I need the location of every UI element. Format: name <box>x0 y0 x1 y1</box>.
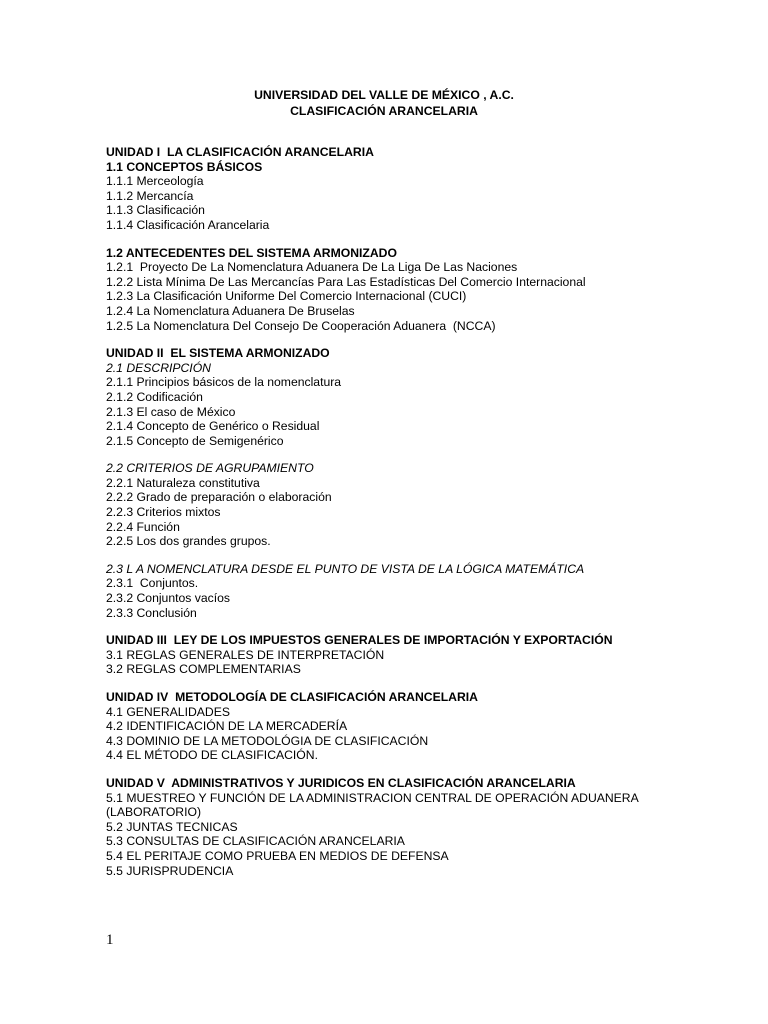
section-gap <box>106 620 746 633</box>
syllabus-section <box>106 346 746 448</box>
syllabus-content <box>106 145 746 878</box>
syllabus-item: 2.1.2 Codificación <box>106 389 203 404</box>
syllabus-heading: UNIDAD I LA CLASIFICACIÓN ARANCELARIA <box>106 145 374 159</box>
syllabus-item: 4.4 EL MÉTODO DE CLASIFICACIÓN. <box>106 748 318 763</box>
syllabus-item: 2.1.5 Concepto de Semigenérico <box>106 433 284 448</box>
syllabus-item: 3.2 REGLAS COMPLEMENTARIAS <box>106 662 301 677</box>
syllabus-item: 1.2.2 Lista Mínima De Las Mercancías Para Las Estadísticas Del Comercio Internacional <box>106 274 586 289</box>
syllabus-item: 5.2 JUNTAS TECNICAS <box>106 819 238 834</box>
section-gap <box>106 549 746 562</box>
syllabus-item: 1.2.3 La Clasificación Uniforme Del Comercio Internacional (CUCI) <box>106 289 467 304</box>
syllabus-item: 1.1.1 Merceología <box>106 174 204 189</box>
syllabus-heading: UNIDAD IV METODOLOGÍA DE CLASIFICACIÓN ARANCELARIA <box>106 690 478 704</box>
syllabus-section <box>106 461 746 549</box>
syllabus-item: 2.1.1 Principios básicos de la nomenclatura <box>106 375 342 390</box>
syllabus-subheading: 2.1 DESCRIPCIÓN <box>106 360 211 375</box>
syllabus-heading: UNIDAD III LEY DE LOS IMPUESTOS GENERALES DE IMPORTACIÓN Y EXPORTACIÓN <box>106 633 613 648</box>
syllabus-section <box>106 776 746 878</box>
section-gap <box>106 233 746 246</box>
syllabus-heading: 1.1 CONCEPTOS BÁSICOS <box>106 159 263 174</box>
syllabus-item: 2.2.4 Función <box>106 519 180 534</box>
syllabus-subheading: 2.3 L A NOMENCLATURA DESDE EL PUNTO DE VISTA DE LA LÓGICA MATEMÁTICA <box>106 561 585 576</box>
syllabus-heading: 1.2 ANTECEDENTES DEL SISTEMA ARMONIZADO <box>106 245 397 260</box>
syllabus-heading: UNIDAD V ADMINISTRATIVOS Y JURIDICOS EN CLASIFICACIÓN ARANCELARIA <box>106 775 576 790</box>
syllabus-item: 4.2 IDENTIFICACIÓN DE LA MERCADERÍA <box>106 719 348 734</box>
section-gap <box>106 448 746 461</box>
syllabus-item: 3.1 REGLAS GENERALES DE INTERPRETACIÓN <box>106 647 385 662</box>
syllabus-item: (LABORATORIO) <box>106 805 202 820</box>
syllabus-item: 5.4 EL PERITAJE COMO PRUEBA EN MEDIOS DE DEFENSA <box>106 848 449 863</box>
syllabus-item: 4.1 GENERALIDADES <box>106 704 230 719</box>
syllabus-item: 2.1.3 El caso de México <box>106 404 236 419</box>
syllabus-item: 2.2.5 Los dos grandes grupos. <box>106 534 271 549</box>
section-gap <box>106 333 746 346</box>
syllabus-section <box>106 145 746 233</box>
document-header <box>0 87 768 119</box>
section-gap <box>106 763 746 776</box>
syllabus-item: 1.1.2 Mercancía <box>106 188 194 203</box>
syllabus-item: 2.1.4 Concepto de Genérico o Residual <box>106 419 320 434</box>
syllabus-section <box>106 633 746 677</box>
syllabus-item: 4.3 DOMINIO DE LA METODOLÓGIA DE CLASIFICACIÓN <box>106 733 429 748</box>
syllabus-section <box>106 246 746 334</box>
syllabus-section <box>106 690 746 763</box>
syllabus-item: 2.2.1 Naturaleza constitutiva <box>106 475 260 490</box>
course-title: CLASIFICACIÓN ARANCELARIA <box>290 104 478 118</box>
syllabus-item: 1.1.4 Clasificación Arancelaria <box>106 217 270 232</box>
syllabus-item: 2.3.1 Conjuntos. <box>106 576 199 591</box>
institution-title: UNIVERSIDAD DEL VALLE DE MÉXICO , A.C. <box>254 88 514 102</box>
syllabus-item: 5.5 JURISPRUDENCIA <box>106 863 234 878</box>
syllabus-item: 1.1.3 Clasificación <box>106 203 205 218</box>
syllabus-item: 2.3.2 Conjuntos vacíos <box>106 591 230 606</box>
syllabus-item: 2.2.2 Grado de preparación o elaboración <box>106 490 332 505</box>
page-number: 1 <box>106 932 114 948</box>
syllabus-item: 1.2.4 La Nomenclatura Aduanera De Bruselas <box>106 303 355 318</box>
syllabus-section <box>106 562 746 620</box>
syllabus-item: 2.2.3 Criterios mixtos <box>106 505 221 520</box>
syllabus-subheading: 2.2 CRITERIOS DE AGRUPAMIENTO <box>106 461 314 476</box>
syllabus-heading: UNIDAD II EL SISTEMA ARMONIZADO <box>106 346 330 361</box>
syllabus-item: 2.3.3 Conclusión <box>106 605 197 620</box>
syllabus-item: 1.2.5 La Nomenclatura Del Consejo De Cooperación Aduanera (NCCA) <box>106 318 496 333</box>
syllabus-item: 5.1 MUESTREO Y FUNCIÓN DE LA ADMINISTRACION CENTRAL DE OPERACIÓN ADUANERA <box>106 790 639 805</box>
syllabus-item: 1.2.1 Proyecto De La Nomenclatura Aduanera De La Liga De Las Naciones <box>106 260 518 275</box>
section-gap <box>106 677 746 690</box>
syllabus-item: 5.3 CONSULTAS DE CLASIFICACIÓN ARANCELARIA <box>106 834 405 849</box>
